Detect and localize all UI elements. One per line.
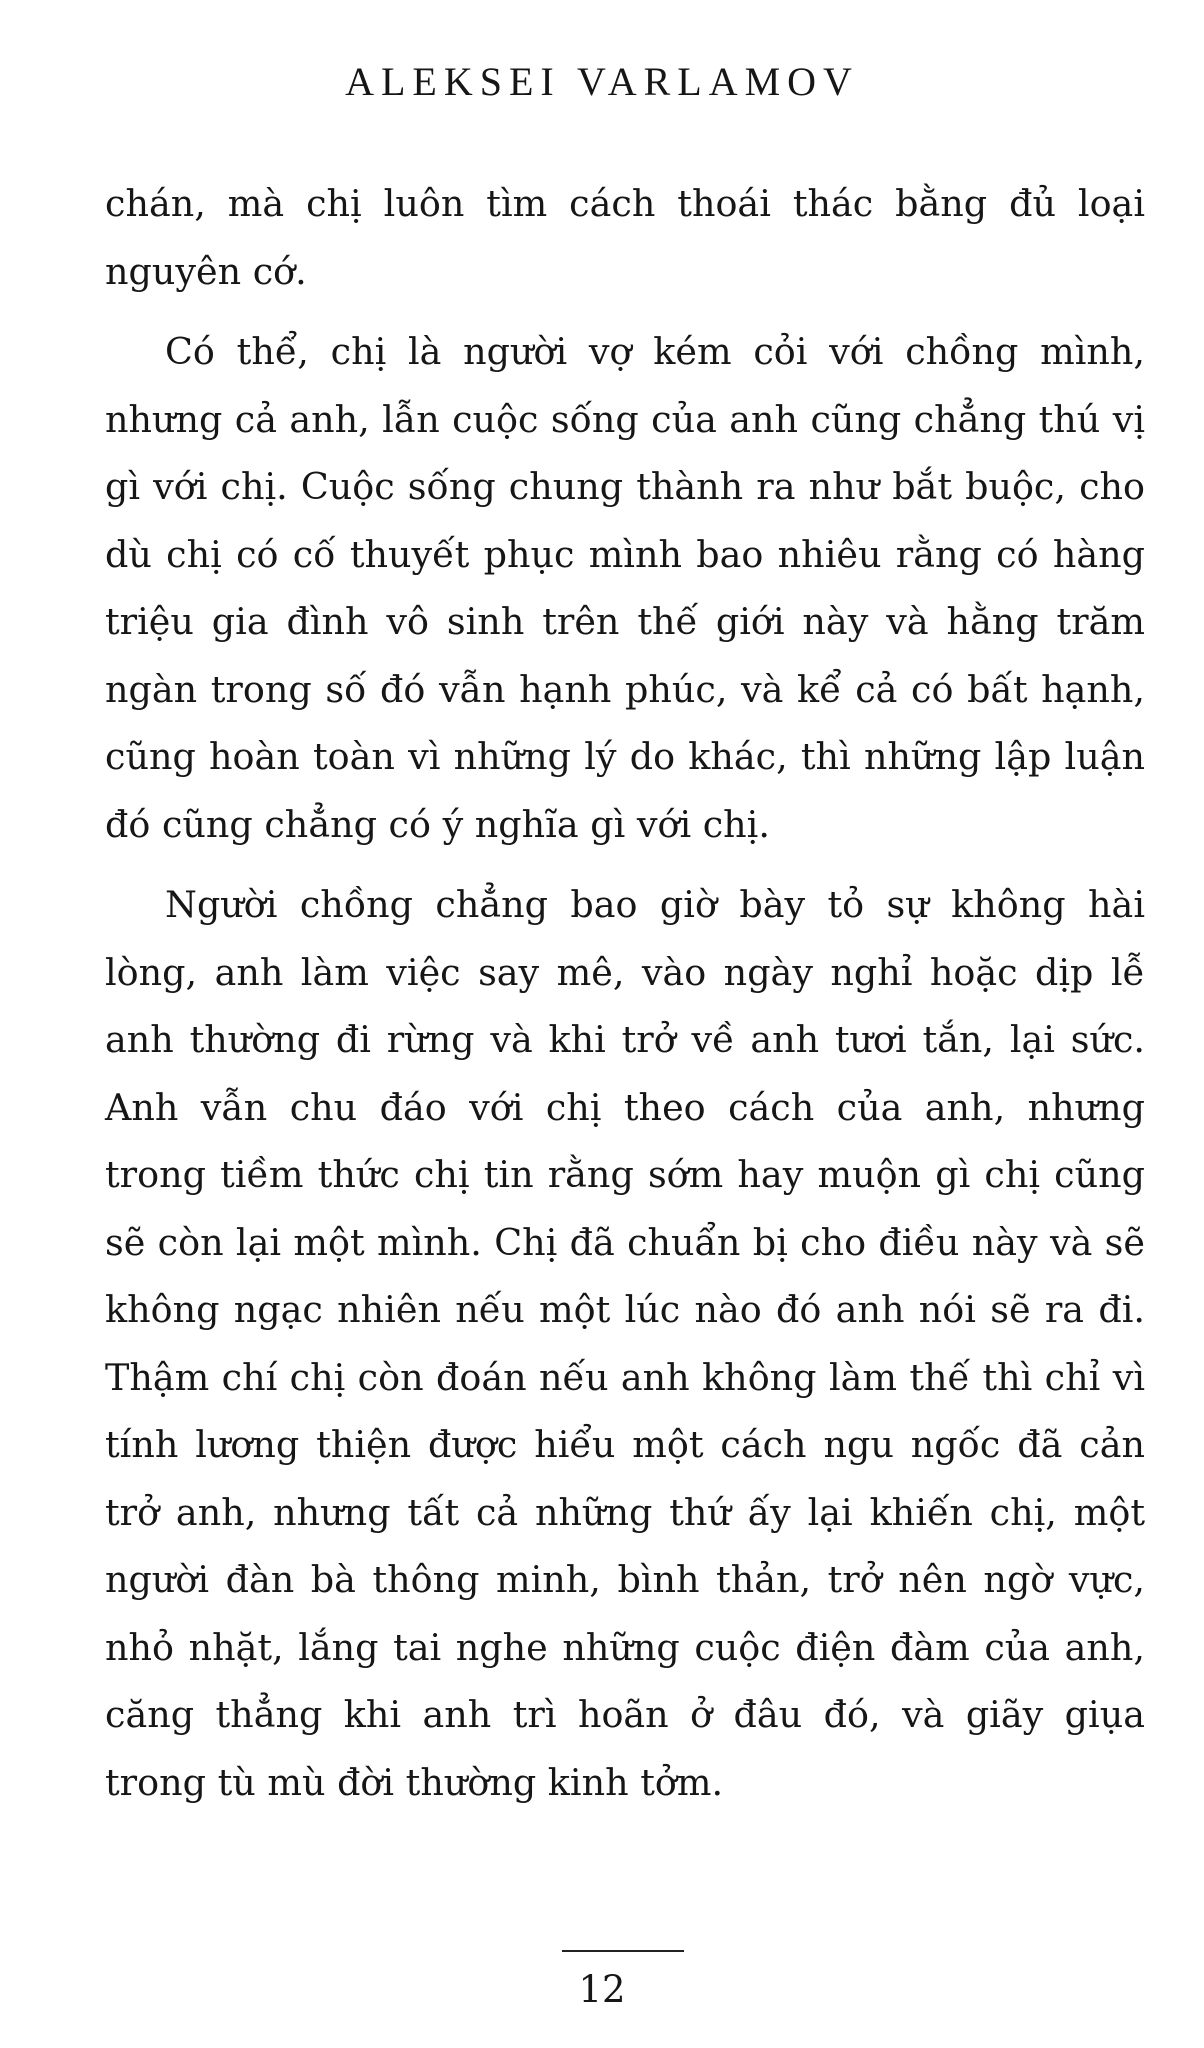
page-number: 12 bbox=[578, 1968, 626, 2011]
footer-rule bbox=[562, 1950, 684, 1952]
paragraph: Người chồng chẳng bao giờ bày tỏ sự không hài lòng, anh làm việc say mê, vào ngày nghỉ hoặc dịp lễ anh thường đi rừng và khi trở về anh tươi tắn, lại sức. Anh vẫn chu đáo với chị theo cách của anh, nhưng trong tiềm thức chị tin rằng sớm hay muộn gì chị cũng sẽ còn lại một mình. Chị đã chuẩn bị cho điều này và sẽ không ngạc nhiên nếu một lúc nào đó anh nói sẽ ra đi. Thậm chí chị còn đoán nếu anh không làm thế thì chỉ vì tính lương thiện được hiểu một cách ngu ngốc đã cản trở anh, nhưng tất cả những thứ ấy lại khiến chị, một người đàn bà thông minh, bình thản, trở nên ngờ vực, nhỏ nhặt, lắng tai nghe những cuộc điện đàm của anh, căng thẳng khi anh trì hoãn ở đâu đó, và giãy giụa trong tù mù đời thường kinh tởm. bbox=[105, 883, 1145, 1804]
paragraph: Có thể, chị là người vợ kém cỏi với chồng mình, nhưng cả anh, lẫn cuộc sống của anh cũng chẳng thú vị gì với chị. Cuộc sống chung thành ra như bắt buộc, cho dù chị có cố thuyết phục mình bao nhiêu rằng có hàng triệu gia đình vô sinh trên thế giới này và hằng trăm ngàn trong số đó vẫn hạnh phúc, và kể cả có bất hạnh, cũng hoàn toàn vì những lý do khác, thì những lập luận đó cũng chẳng có ý nghĩa gì với chị. bbox=[105, 330, 1145, 846]
running-head-author: ALEKSEI VARLAMOV bbox=[345, 59, 859, 104]
paragraph-continued: chán, mà chị luôn tìm cách thoái thác bằng đủ loại nguyên cớ. bbox=[105, 182, 1145, 293]
body-text bbox=[105, 170, 1145, 1829]
